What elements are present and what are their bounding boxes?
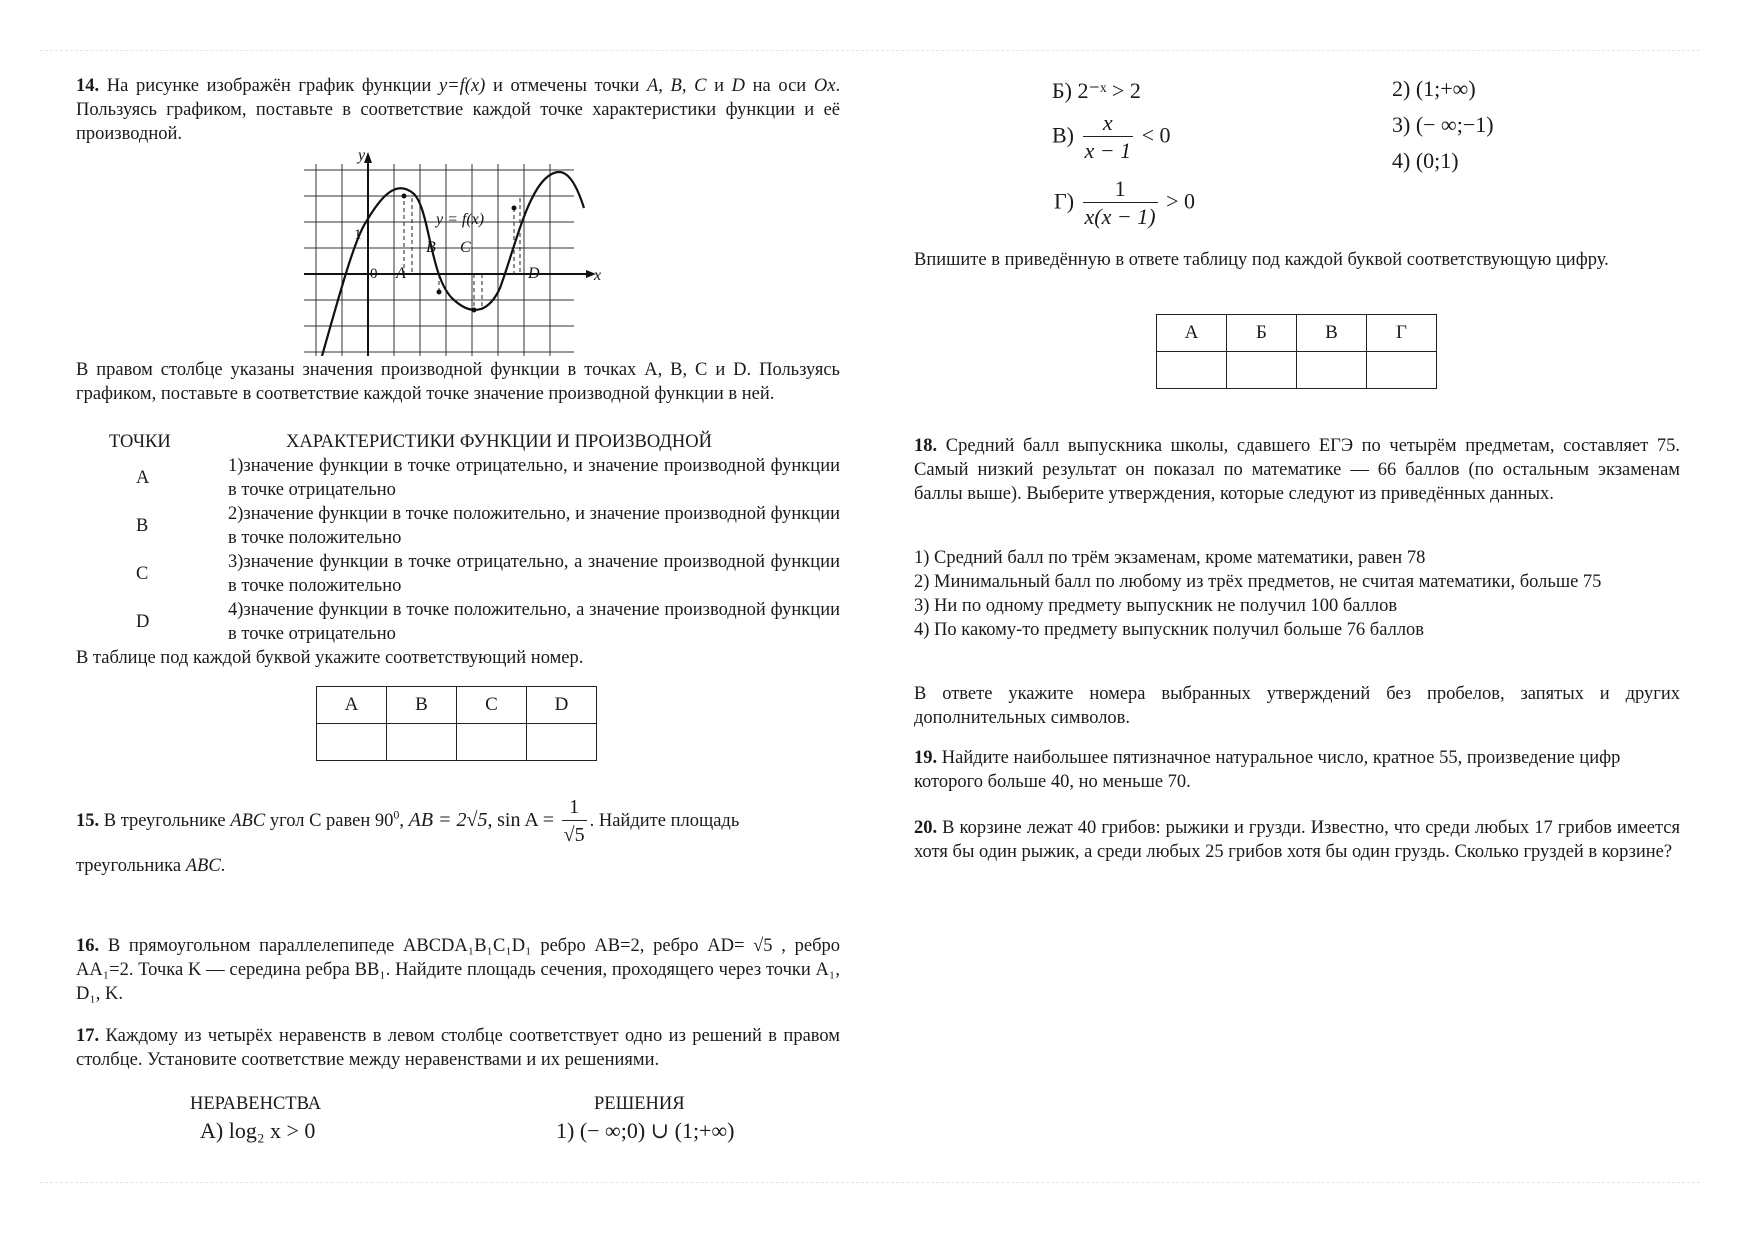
point-marker xyxy=(402,194,407,199)
row-characteristic: 3)значение функции в точке отрицательно, а значение производной функции в точке положительно xyxy=(228,552,840,596)
fraction: $\frac{x}{x - 1}$ xyxy=(1084,110,1132,163)
ineq-head: НЕРАВЕНСТВА xyxy=(190,1094,322,1114)
row-characteristic: 2)значение функции в точке положительно, и значение производной функции в точке положительно xyxy=(228,504,840,548)
answer-cell[interactable] xyxy=(387,724,457,761)
point-C-label: C xyxy=(460,239,471,256)
problem-18-answer-instruction: В ответе укажите номера выбранных утверждений без пробелов, запятых и других дополнительных символов. xyxy=(914,684,1680,728)
ineq-V: В) $\frac{x}{x - 1}$ < 0 xyxy=(1052,110,1171,163)
problem-18-items xyxy=(914,546,1680,642)
problem-16: 16. В прямоугольном параллелепипеде ABCDA₁B₁C₁D₁ ребро AB=2, ребро AD= √5 , ребро AA₁=2. Точка K — середина ребра BB₁. Найдите площадь сечения, проходящего через точки A₁, D₁, K. xyxy=(76,936,840,1004)
fraction: $\frac{1}{x(x - 1)}$ xyxy=(1084,176,1156,229)
col-head-points: ТОЧКИ xyxy=(109,432,171,452)
point-marker xyxy=(512,206,517,211)
curve-label: y = f(x) xyxy=(436,211,485,228)
answer-cell[interactable] xyxy=(1367,352,1437,389)
problem-number: 15. xyxy=(76,810,100,831)
table-head: D xyxy=(527,687,597,724)
table-head: B xyxy=(387,687,457,724)
y-axis-arrow xyxy=(364,152,372,163)
point-D-label: D xyxy=(528,265,540,282)
point-B-label: B xyxy=(426,239,436,256)
answer-cell[interactable] xyxy=(527,724,597,761)
origin-label: 0 xyxy=(370,266,378,282)
answer-table-14 xyxy=(316,686,597,761)
problem-15-cont: треугольника ABC. xyxy=(76,856,226,876)
list-item: 4) По какому-то предмету выпускник получил больше 76 баллов xyxy=(914,620,1425,640)
problem-18: 18. Средний балл выпускника школы, сдавшего ЕГЭ по четырём предметам, составляет 75. Самый низкий результат он показал по математике — 66 баллов (по остальным экзаменам баллы выше). Выберите утверждения, которые следуют из приведённых данных. xyxy=(914,436,1680,504)
row-characteristic: 4)значение функции в точке положительно, а значение производной функции в точке отрицательно xyxy=(228,600,840,644)
page-edge-bottom xyxy=(40,1182,1700,1183)
solution-4: 4) (0;1) xyxy=(1392,148,1459,173)
problem-14-para2: В правом столбце указаны значения производной функции в точках A, B, C и D. Пользуясь графиком, поставьте в соответствие каждой точке значение производной функции в ней. xyxy=(76,360,840,404)
point-A-label: A xyxy=(396,265,406,282)
ineq-A: А) log₂ x > 0 xyxy=(200,1118,316,1143)
solution-3: 3) (− ∞;−1) xyxy=(1392,112,1494,137)
row-point: A xyxy=(136,468,150,488)
solution-2: 2) (1;+∞) xyxy=(1392,76,1476,101)
point-marker xyxy=(472,308,477,313)
table-head: A xyxy=(317,687,387,724)
y-axis-label: y xyxy=(358,150,366,164)
answer-cell[interactable] xyxy=(317,724,387,761)
problem-number: 20. xyxy=(914,818,938,838)
list-item: 3) Ни по одному предмету выпускник не получил 100 баллов xyxy=(914,596,1398,616)
answer-cell[interactable] xyxy=(1227,352,1297,389)
problem-17: 17. Каждому из четырёх неравенств в левом столбце соответствует одно из решений в правом столбце. Установите соответствие между неравенствами и их решениями. xyxy=(76,1026,841,1070)
problem-number: 16. xyxy=(76,936,100,956)
answer-cell[interactable] xyxy=(1297,352,1367,389)
col-head-characteristics: ХАРАКТЕРИСТИКИ ФУНКЦИИ И ПРОИЗВОДНОЙ xyxy=(286,432,712,452)
problem-number: 18. xyxy=(914,436,938,456)
row-point: D xyxy=(136,612,150,632)
function-curve xyxy=(322,172,584,356)
answer-cell[interactable] xyxy=(457,724,527,761)
table-head: C xyxy=(457,687,527,724)
table-instruction: В таблице под каждой буквой укажите соответствующий номер. xyxy=(76,648,584,668)
table-head: Г xyxy=(1367,315,1437,352)
row-point: B xyxy=(136,516,149,536)
solutions-head: РЕШЕНИЯ xyxy=(594,1094,685,1114)
x-axis-label: x xyxy=(594,267,602,284)
ineq-G: Г) $\frac{1}{x(x - 1)}$ > 0 xyxy=(1054,176,1195,229)
tick-one-label: 1 xyxy=(354,227,362,243)
point-marker xyxy=(437,290,442,295)
page-edge-top xyxy=(40,50,1700,51)
ineq-B: Б) 2⁻ˣ > 2 xyxy=(1052,78,1141,103)
table-head: А xyxy=(1157,315,1227,352)
problem-number: 19. xyxy=(914,748,938,768)
problem-15: 15. В треугольнике ABC угол С равен $90^0$, AB = 2√5, sin A = $\frac{1}{√5}$ . Найдите площадь xyxy=(76,794,840,849)
problem-14-intro: 14. На рисунке изображён график функции y=f(x) и отмечены точки A, B, C и D на оси Ox. Пользуясь графиком, поставьте в соответствие каждой точке характеристики функции и её производной. xyxy=(76,76,841,144)
problem-20: 20. В корзине лежат 40 грибов: рыжики и грузди. Известно, что среди любых 17 грибов имеется хотя бы один рыжик, а среди любых 25 грибов хотя бы один груздь. Сколько груздей в корзине? xyxy=(914,818,1680,862)
row-characteristic: 1)значение функции в точке отрицательно, и значение производной функции в точке отрицательно xyxy=(228,456,840,500)
fraction: $\frac{1}{√5}$ xyxy=(563,796,585,846)
answer-table-17 xyxy=(1156,314,1437,389)
list-item: 1) Средний балл по трём экзаменам, кроме математики, равен 78 xyxy=(914,548,1426,568)
problem-number: 17. xyxy=(76,1026,100,1046)
function-graph xyxy=(304,150,604,356)
problem-17-instruction: Впишите в приведённую в ответе таблицу под каждой буквой соответствующую цифру. xyxy=(914,250,1609,270)
list-item: 2) Минимальный балл по любому из трёх предметов, не считая математики, больше 75 xyxy=(914,572,1602,592)
answer-cell[interactable] xyxy=(1157,352,1227,389)
problem-number: 14. xyxy=(76,76,100,96)
table-head: Б xyxy=(1227,315,1297,352)
table-head: В xyxy=(1297,315,1367,352)
solution-1: 1) (− ∞;0) ∪ (1;+∞) xyxy=(556,1118,735,1143)
row-point: C xyxy=(136,564,149,584)
problem-19: 19. Найдите наибольшее пятизначное натуральное число, кратное 55, произведение цифр которого больше 40, но меньше 70. xyxy=(914,748,1621,792)
